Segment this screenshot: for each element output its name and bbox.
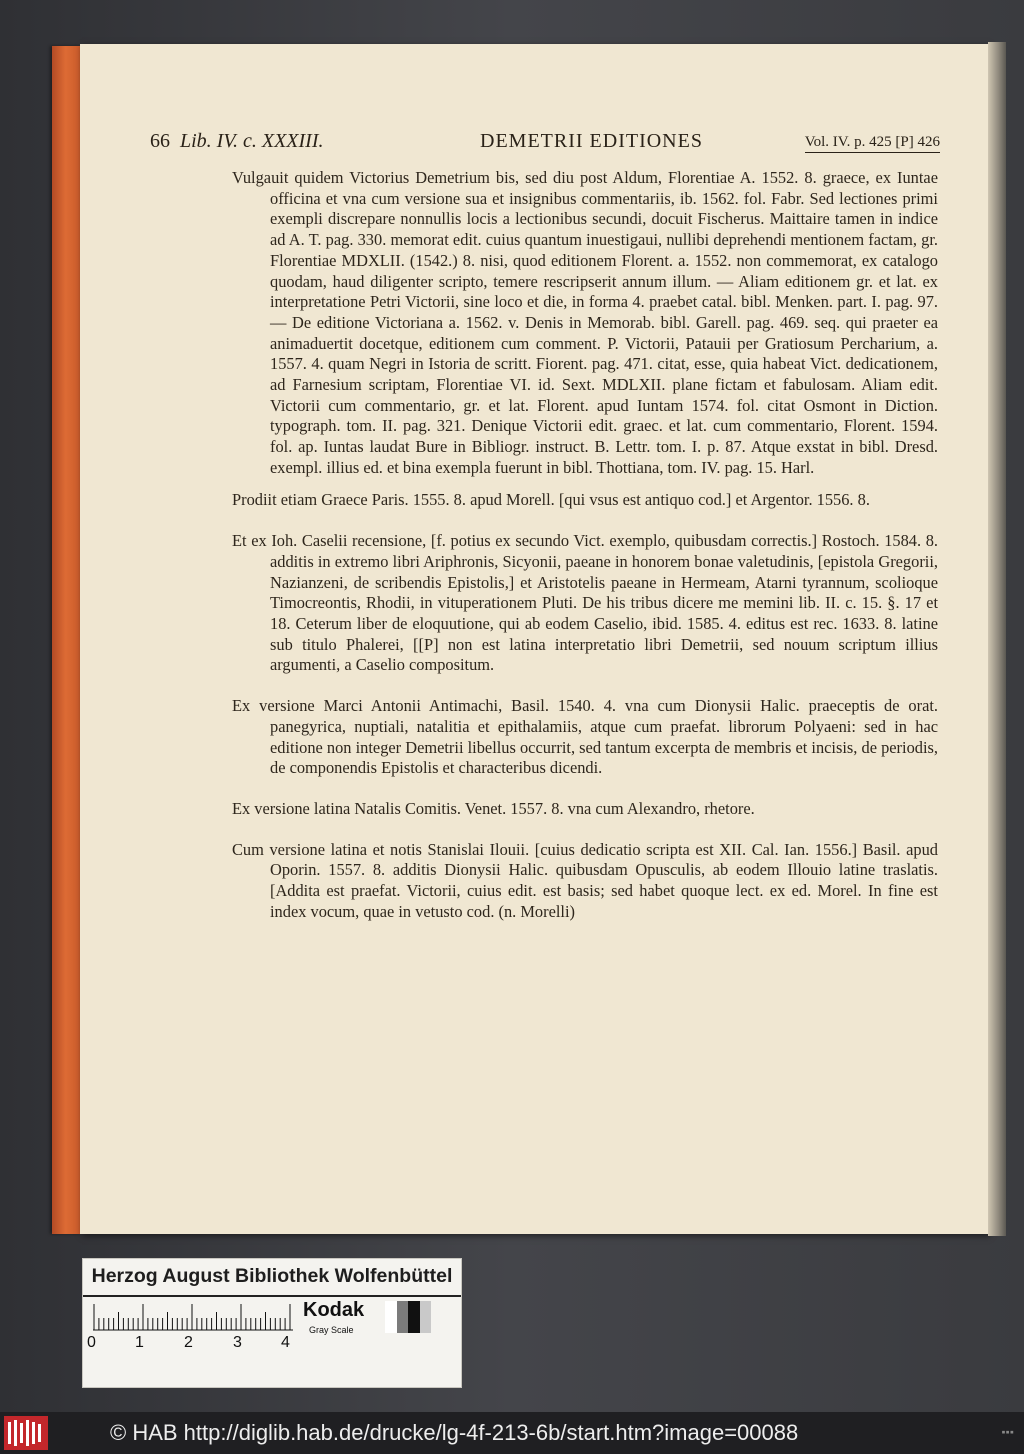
swatch-gray <box>397 1301 409 1333</box>
ruler-number: 0 <box>87 1334 96 1351</box>
volume-reference: Vol. IV. p. 425 [P] 426 <box>805 134 940 153</box>
footer-mark: ▪▪▪ <box>1001 1428 1014 1436</box>
swatch-white <box>385 1301 397 1333</box>
ruler-scale <box>93 1303 295 1331</box>
ruler-number: 3 <box>233 1334 242 1351</box>
page-header <box>150 130 940 162</box>
swatch-light-gray <box>420 1301 432 1333</box>
ruler-number: 4 <box>281 1334 290 1351</box>
page-number: 66 <box>150 130 170 152</box>
ruler-number: 1 <box>135 1334 144 1351</box>
paragraph-comes: Ex versione latina Natalis Comitis. Venet. 1557. 8. vna cum Alexandro, rhetore. <box>232 798 755 818</box>
body-text <box>232 168 938 923</box>
kodak-label: Kodak <box>303 1299 365 1321</box>
page-title: DEMETRII EDITIONES <box>480 130 703 152</box>
paragraph-antimachus: Ex versione Marci Antonii Antimachi, Basil. 1540. 4. vna cum Dionysii Halic. praeceptis de orat. panegyrica, nuptiali, natalitia et epithalamiis, atque cum praefat. librorum Polyaeni: sed in hac editione non integer Demetrii libellus occurrit, sed tantum excerpta de membris et incisis, de periodis, de componendis Epistolis et characteribus dicendi. <box>232 696 938 778</box>
swatch-black <box>408 1301 420 1333</box>
kodak-gray-scale-label: Gray Scale <box>309 1325 354 1335</box>
page-right-edge <box>988 42 1006 1236</box>
library-color-card <box>82 1258 462 1388</box>
ruler-number: 2 <box>184 1334 193 1351</box>
card-divider <box>83 1295 461 1297</box>
paragraph-paris: Prodiit etiam Graece Paris. 1555. 8. apud Morell. [qui vsus est antiquo cod.] et Argentor. 1556. 8. <box>232 489 870 509</box>
footer-bar <box>0 1412 1024 1454</box>
gray-swatches <box>385 1301 431 1333</box>
ruler-numbers <box>87 1334 297 1354</box>
running-head: Lib. IV. c. XXXIII. <box>180 130 324 152</box>
paragraph-caselius: Et ex Ioh. Caselii recensione, [f. potius ex secundo Vict. exemplo, quibusdam correctis.] Rostoch. 1584. 8. additis in extremo libri Ariphronis, Sicyonii, paeane in honorem bonae valetudinis, [epistola Gregorii, Nazianzeni, de scribendis Epistolis,] et Aristotelis paeane in Hermeam, Atarni tyrannum, scolioque Timocreontis, Rhodii, in vituperationem Pluti. De his tribus dicere me memini lib. II. c. 15. §. 17 et 18. Ceterum liber de eloquutione, qui ab eodem Caselio, ibid. 1585. 4. editus est rec. 1633. 8. latine sub titulo Phalerei, [[P] non est latina interpretatio libri Demetrii, sed nouum scriptum illius argumenti, a Caselio compositum. <box>232 531 938 675</box>
book-edge <box>52 46 82 1234</box>
copyright-link[interactable]: © HAB http://diglib.hab.de/drucke/lg-4f-213-6b/start.htm?image=00088 <box>110 1420 799 1445</box>
library-name: Herzog August Bibliothek Wolfenbüttel <box>91 1265 453 1287</box>
hab-logo-icon <box>4 1416 48 1450</box>
paragraph-ilouius: Cum versione latina et notis Stanislai Ilouii. [cuius dedicatio scripta est XII. Cal. Ian. 1556.] Basil. apud Oporin. 1557. 8. additis Dionysii Halic. quibusdam Opusculis, ab eodem Illouio latine traslatis. [Addita est praefat. Victorii, cuius edit. est basis; sed habet quoque lect. ex ed. Morel. In fine est index vocum, quae in vetusto cod. (n. Morelli) <box>232 839 938 921</box>
paragraph-victorius: Vulgauit quidem Victorius Demetrium bis, sed diu post Aldum, Florentiae A. 1552. 8. graece, ex Iuntae officina et vna cum versione sua et insignibus commentariis, ib. 1562. fol. Fabr. Sed lectiones primi exempli discrepare nonnullis locis a lectionibus secundi, docuit Fischerus. Maittaire tamen in indice ad A. T. pag. 330. memorat edit. cuius quantum inuestigaui, nullibi deprehendi mentionem factam, gr. Florentiae MDXLII. (1542.) 8. nisi, quod editionem Florent. a. 1552. non commemorat, ex catalogo quodam, haud diligenter scripto, temere rescripserit annum illum. — Aliam editionem gr. et lat. ex interpretatione Petri Victorii, sine loco et die, in forma 4. praebet catal. bibl. Menken. part. I. pag. 97. — De editione Victoriana a. 1562. v. Denis in Memorab. bibl. Garell. pag. 469. seq. qui praeter ea animaduertit docetque, editionem cum comment. P. Victorii, Patauii per Gratiosum Percharium, a. 1557. 4. quam Negri in Istoria de scritt. Fiorent. pag. 471. citat, esse, quia habeat Vict. dedicationem, ad Farnesium scriptam, Florentiae VI. id. Sext. MDLXII. plane fictam et fabulosam. Aliam edit. Victorii cum commentario, gr. et lat. Florent. apud Iuntam 1574. fol. citat Osmont in Diction. typograph. tom. II. pag. 321. Denique Victorii edit. graec. et lat. cum commentario, Florent. 1594. fol. ap. Iuntas laudat Bure in Bibliogr. instruct. B. Lettr. tom. I. p. 87. Atque exstat in bibl. Dresd. exempl. illius ed. et bina exempla fuerunt in bibl. Thottiana, tom. IV. pag. 15. Harl. <box>232 168 938 477</box>
